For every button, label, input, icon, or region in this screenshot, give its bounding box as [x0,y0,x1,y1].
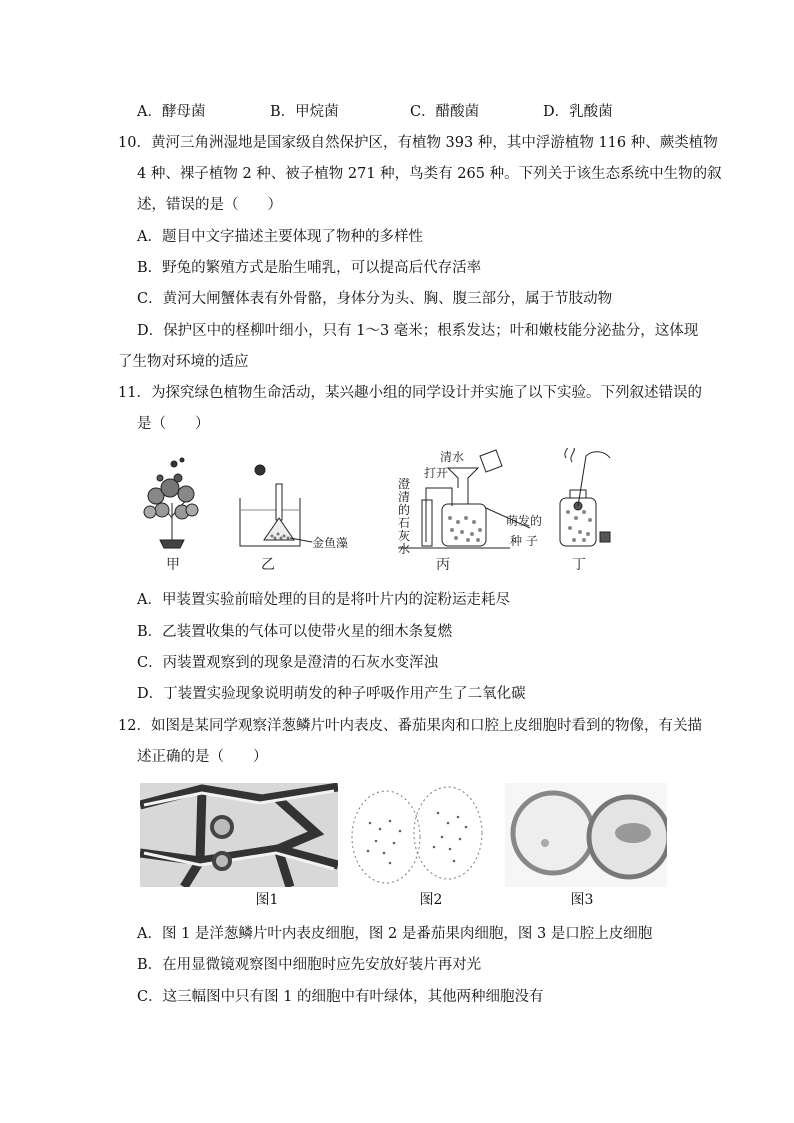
q12-stem-line1: 12．如图是某同学观察洋葱鳞片叶内表皮、番茄果肉和口腔上皮细胞时看到的物像，有关描 [118,718,702,734]
q11-option-b: B．乙装置收集的气体可以使带火星的细木条复燃 [137,624,453,640]
label-ding: 丁 [572,557,586,573]
caption-fig1: 图1 [255,892,279,908]
q10-stem-line1: 10．黄河三角洲湿地是国家级自然保护区，有植物 393 种，其中浮游植物 116 种、蕨类植物 [118,135,718,151]
q11-option-a: A．甲装置实验前暗处理的目的是将叶片内的淀粉运走耗尽 [137,592,510,608]
micrograph-onion-cells [140,783,338,887]
cheek-cells-drawing [505,783,667,887]
q12-option-c: C．这三幅图中只有图 1 的细胞中有叶绿体，其他两种细胞没有 [137,989,544,1005]
label-limewater-char: 水 [398,542,411,556]
q12-stem-line2: 述正确的是（ ） [137,749,268,765]
q11-stem-line2: 是（ ） [137,416,210,432]
potted-plant-drawing [144,458,198,548]
q9-option-c: C．醋酸菌 [410,104,480,120]
q10-option-b: B．野兔的繁殖方式是胎生哺乳，可以提高后代存活率 [137,260,482,276]
q9-option-a: A．酵母菌 [137,104,206,120]
q10-stem-line3: 述，错误的是（ ） [137,197,282,213]
beaker-funnel-drawing [240,465,312,546]
caption-fig2: 图2 [419,892,443,908]
label-bing: 丙 [436,557,450,573]
label-limewater-char: 澄 [398,477,411,491]
label-jia: 甲 [166,557,180,573]
label-limewater [398,478,412,556]
micrograph-cheek-cells [505,783,667,887]
q9-option-b: B．甲烷菌 [270,104,339,120]
burning-stick-bottle-drawing [560,448,610,546]
label-mengfa: 萌发的 [506,514,543,528]
q12-option-b: B．在用显微镜观察图中细胞时应先安放好装片再对光 [137,957,482,973]
q11-option-d: D．丁装置实验现象说明萌发的种子呼吸作用产生了二氧化碳 [137,686,526,702]
caption-fig3: 图3 [570,892,594,908]
label-limewater-char: 灰 [398,529,411,543]
onion-cells-drawing [140,783,338,887]
q11-experiment-figure [130,448,630,578]
label-zhongzi: 种 子 [510,534,538,548]
label-limewater-char: 的 [398,503,411,517]
q11-stem-line1: 11．为探究绿色植物生命活动，某兴趣小组的同学设计并实施了以下实验。下列叙述错误的 [118,385,702,401]
label-limewater-char: 石 [398,516,411,530]
label-qingshui: 清水 [440,450,465,464]
label-limewater-char: 清 [398,490,411,504]
q12-option-a: A．图 1 是洋葱鳞片叶内表皮细胞，图 2 是番茄果肉细胞，图 3 是口腔上皮细胞 [137,926,653,942]
label-dakai: 打开 [424,466,449,480]
q10-option-a: A．题目中文字描述主要体现了物种的多样性 [137,229,423,245]
q10-option-d-line1: D．保护区中的柽柳叶细小，只有 1～3 毫米；根系发达；叶和嫩枝能分泌盐分，这体现 [137,323,699,339]
q11-option-c: C．丙装置观察到的现象是澄清的石灰水变浑浊 [137,655,439,671]
label-jinyuzao: 金鱼藻 [312,536,349,550]
q10-stem-line2: 4 种、裸子植物 2 种、被子植物 271 种，鸟类有 265 种。下列关于该生态系统中生物的叙 [137,166,722,182]
q10-option-c: C．黄河大闸蟹体表有外骨骼，身体分为头、胸、腹三部分，属于节肢动物 [137,291,613,307]
tomato-cells-drawing [350,783,484,887]
micrograph-tomato-cells [350,783,484,887]
q10-option-d-line2: 了生物对环境的适应 [118,354,249,370]
q9-option-d: D．乳酸菌 [543,104,613,120]
experiment-apparatus-drawing [130,448,630,578]
label-yi: 乙 [261,557,275,573]
